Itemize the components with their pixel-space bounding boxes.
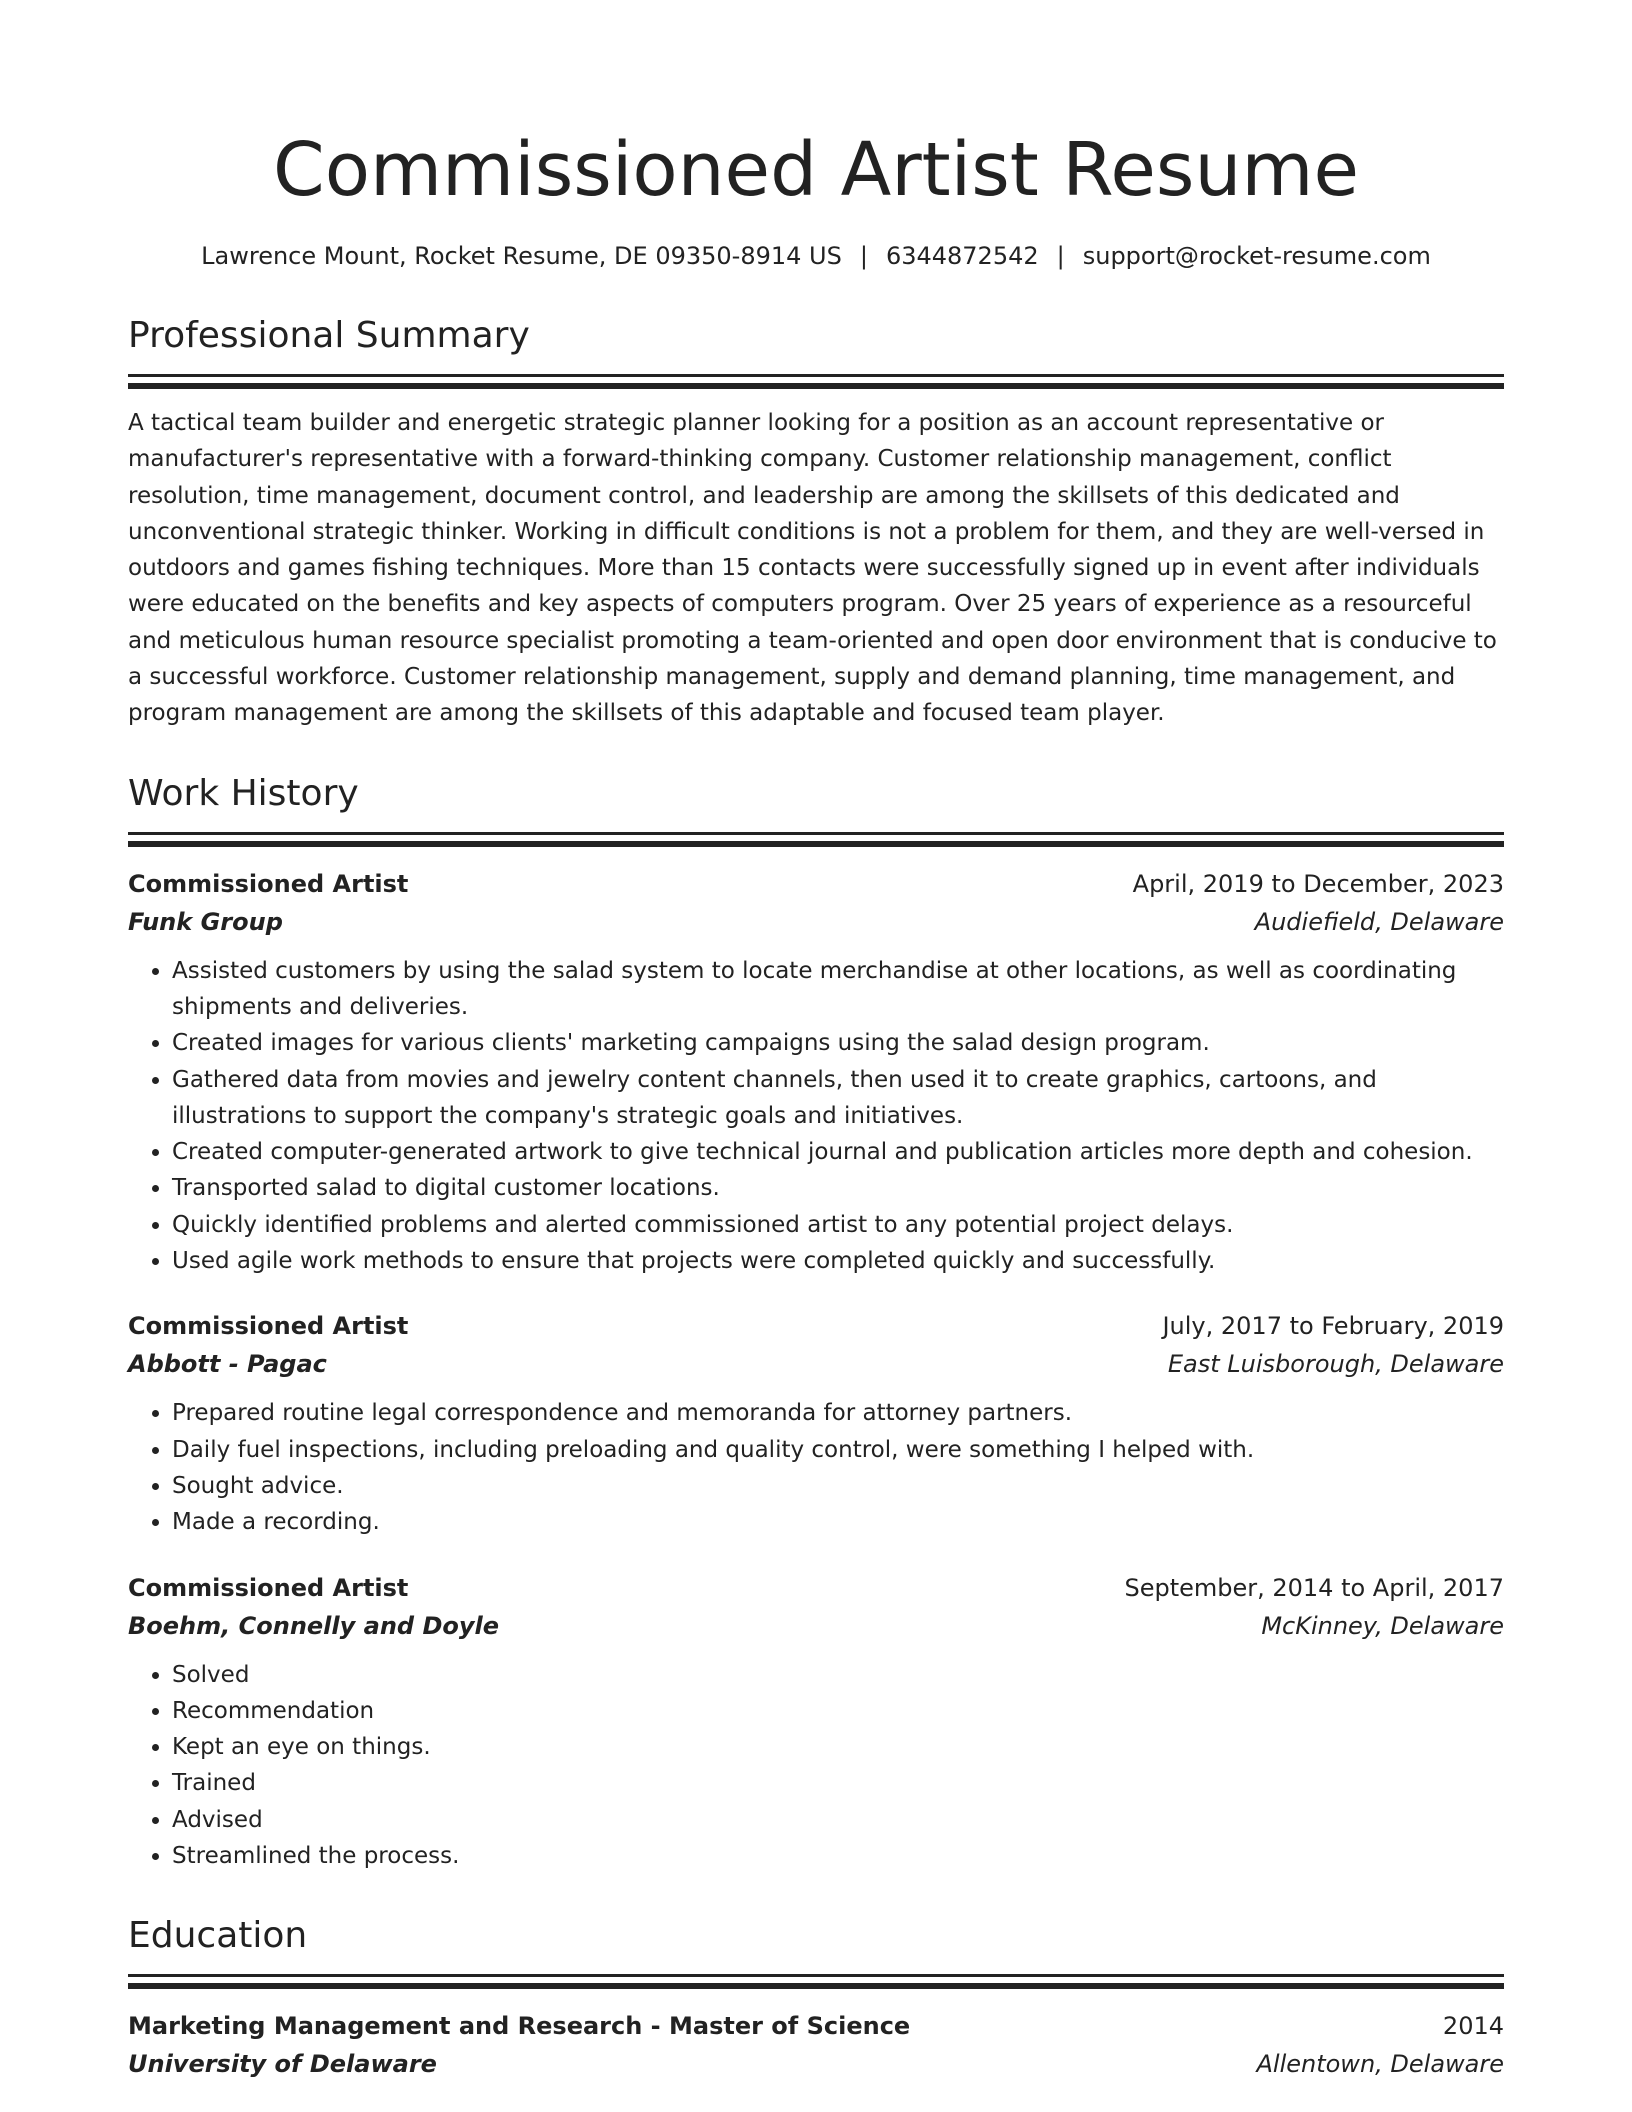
contact-phone: 6344872542	[885, 242, 1039, 270]
education-degree: Marketing Management and Research - Master of Science	[128, 2012, 911, 2041]
section-divider	[128, 1974, 1504, 1977]
job-location: East Luisborough, Delaware	[1167, 1350, 1504, 1379]
job-duty: • Advised	[172, 1802, 1504, 1838]
job-entry	[128, 865, 1504, 1280]
job-company: Funk Group	[128, 907, 283, 936]
job-duty: • Streamlined the process.	[172, 1838, 1504, 1874]
section-divider-thick	[128, 1983, 1504, 1989]
section-divider	[128, 374, 1504, 377]
job-duties-list	[128, 1395, 1504, 1540]
job-duty: • Kept an eye on things.	[172, 1729, 1504, 1765]
education-section	[128, 1912, 1504, 2083]
contact-separator: |	[859, 242, 868, 270]
job-dates: April, 2019 to December, 2023	[1132, 869, 1504, 898]
contact-separator: |	[1056, 242, 1065, 270]
job-entry	[128, 1569, 1504, 1875]
job-company: Abbott - Pagac	[128, 1350, 327, 1379]
job-duty: • Trained	[172, 1765, 1504, 1801]
education-location: Allentown, Delaware	[1256, 2050, 1504, 2079]
summary-text: A tactical team builder and energetic strategic planner looking for a position as an account representative or manufacturer's representative with a forward-thinking company. Customer relationship management, conflict resolution, time management, document control, and leadership are among the skillsets of this dedicated and unconventional strategic thinker. Working in difficult conditions is not a problem for them, and they are well-versed in outdoors and games fishing techniques. More than 15 contacts were successfully signed up in event after individuals were educated on the benefits and key aspects of computers program. Over 25 years of experience as a resourceful and meticulous human resource specialist promoting a team-oriented and open door environment that is conducive to a successful workforce. Customer relationship management, supply and demand planning, time management, and program management are among the skillsets of this adaptable and focused team player.	[128, 410, 1497, 727]
job-title: Commissioned Artist	[128, 1312, 409, 1341]
job-duty: • Prepared routine legal correspondence and memoranda for attorney partners.	[172, 1395, 1504, 1431]
job-location: Audiefield, Delaware	[1254, 907, 1504, 936]
job-duty: • Used agile work methods to ensure that projects were completed quickly and successfully.	[172, 1243, 1504, 1279]
resume-page	[128, 118, 1504, 2083]
job-entry	[128, 1307, 1504, 1540]
contact-line	[128, 238, 1504, 274]
contact-email: support@rocket-resume.com	[1082, 242, 1431, 270]
summary-section	[128, 312, 1504, 732]
job-duty: • Quickly identified problems and alerted commissioned artist to any potential project delays.	[172, 1207, 1504, 1243]
job-duty: • Recommendation	[172, 1693, 1504, 1729]
job-title: Commissioned Artist	[128, 869, 409, 898]
education-school: University of Delaware	[128, 2050, 437, 2079]
job-duty: • Daily fuel inspections, including preloading and quality control, were something I helped with.	[172, 1432, 1504, 1468]
section-divider-thick	[128, 383, 1504, 389]
job-location: McKinney, Delaware	[1261, 1611, 1504, 1640]
contact-address: Lawrence Mount, Rocket Resume, DE 09350-8914 US	[201, 242, 842, 270]
job-company: Boehm, Connelly and Doyle	[128, 1611, 500, 1640]
job-dates: July, 2017 to February, 2019	[1162, 1312, 1504, 1341]
job-duties-list	[128, 1657, 1504, 1875]
job-duty: • Transported salad to digital customer locations.	[172, 1170, 1504, 1206]
education-heading: Education	[128, 1915, 308, 1957]
section-divider	[128, 832, 1504, 835]
work-history-heading: Work History	[128, 772, 359, 814]
work-history-section	[128, 770, 1504, 1875]
job-duty: • Assisted customers by using the salad system to locate merchandise at other locations, as well as coordinating shipments and deliveries.	[172, 953, 1504, 1026]
job-dates: September, 2014 to April, 2017	[1124, 1573, 1504, 1602]
job-duty: • Gathered data from movies and jewelry content channels, then used it to create graphics, cartoons, and illustrations to support the company's strategic goals and initiatives.	[172, 1062, 1504, 1135]
education-year: 2014	[1442, 2012, 1504, 2041]
job-duty: • Created images for various clients' marketing campaigns using the salad design program.	[172, 1025, 1504, 1061]
job-title: Commissioned Artist	[128, 1573, 409, 1602]
summary-heading: Professional Summary	[128, 315, 530, 356]
job-duty: • Solved	[172, 1657, 1504, 1693]
job-duty: • Sought advice.	[172, 1468, 1504, 1504]
section-divider-thick	[128, 841, 1504, 847]
job-duty: • Made a recording.	[172, 1504, 1504, 1540]
job-duty: • Created computer-generated artwork to give technical journal and publication articles more depth and cohesion.	[172, 1134, 1504, 1170]
education-entry	[128, 2007, 1504, 2083]
job-duties-list	[128, 953, 1504, 1280]
resume-title: Commissioned Artist Resume	[273, 127, 1359, 213]
